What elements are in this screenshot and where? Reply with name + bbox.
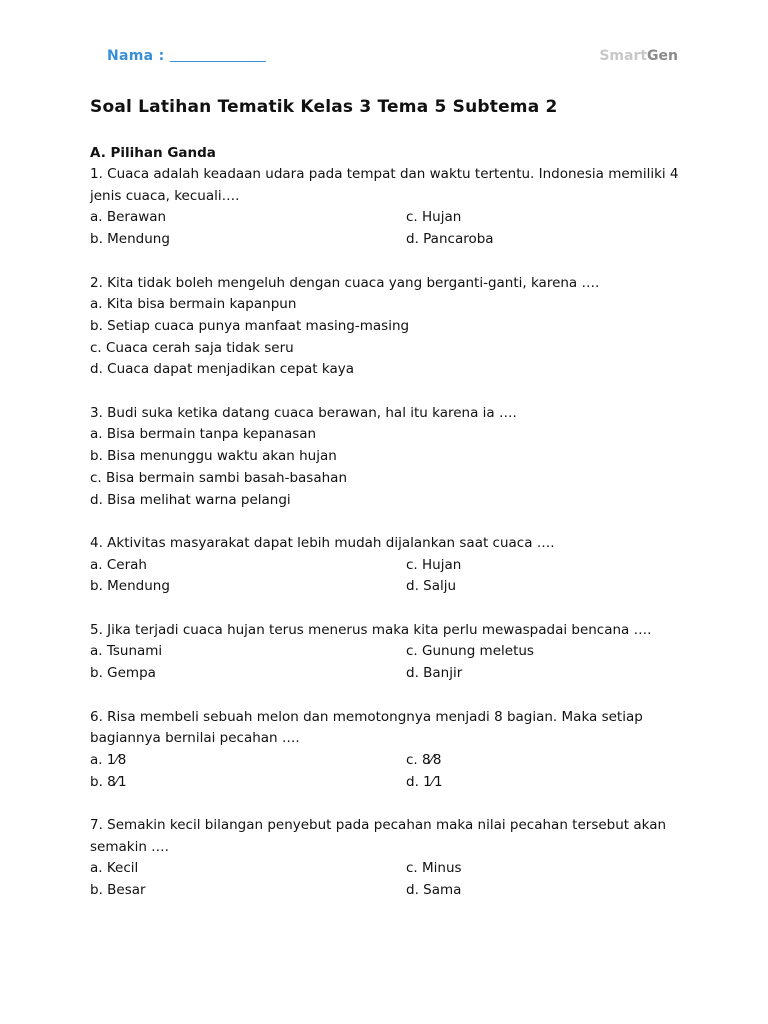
- option-d: d. Cuaca dapat menjadikan cepat kaya: [90, 361, 354, 378]
- worksheet-content: [90, 94, 690, 902]
- option-c: c. Bisa bermain sambi basah-basahan: [90, 469, 348, 486]
- question-text: 5. Jika terjadi cuaca hujan terus menerus maka kita perlu mewaspadai bencana ….: [90, 621, 652, 638]
- question-text: 4. Aktivitas masyarakat dapat lebih mudah dijalankan saat cuaca ….: [90, 534, 555, 551]
- question-text: 6. Risa membeli sebuah melon dan memotongnya menjadi 8 bagian. Maka setiap bagiannya bernilai pecahan ….: [90, 708, 643, 747]
- option-b: b. Gempa: [90, 665, 156, 682]
- option-a: a. Kita bisa bermain kapanpun: [90, 296, 297, 313]
- brand-smart-text: Smart: [599, 48, 648, 64]
- options-grid: [90, 858, 690, 901]
- option-c: c. Gunung meletus: [406, 643, 534, 660]
- option-b: b. Mendung: [90, 578, 170, 595]
- option-d: d. Sama: [406, 882, 462, 899]
- option-b: b. Mendung: [90, 231, 170, 248]
- question-1: [90, 164, 690, 251]
- option-d: d. Banjir: [406, 665, 463, 682]
- brand-logo: [599, 48, 678, 64]
- question-7: [90, 815, 690, 902]
- question-5: [90, 620, 690, 685]
- question-text: 1. Cuaca adalah keadaan udara pada tempat dan waktu tertentu. Indonesia memiliki 4 jenis cuaca, kecuali….: [90, 166, 679, 204]
- option-c: c. 8⁄8: [406, 751, 442, 768]
- option-a: a. Bisa bermain tanpa kepanasan: [90, 426, 317, 443]
- option-d: d. Pancaroba: [406, 231, 494, 248]
- option-a: a. Cerah: [90, 556, 147, 573]
- page-title: Soal Latihan Tematik Kelas 3 Tema 5 Subtema 2: [90, 97, 558, 117]
- option-c: c. Hujan: [406, 209, 462, 226]
- option-b: b. Setiap cuaca punya manfaat masing-masing: [90, 317, 410, 334]
- option-d: d. 1⁄1: [406, 773, 443, 790]
- options-grid: [90, 641, 690, 684]
- option-a: a. Berawan: [90, 209, 167, 226]
- name-field: [107, 48, 266, 64]
- options-grid: [90, 555, 690, 598]
- options-grid: [90, 207, 690, 250]
- question-text: 2. Kita tidak boleh mengeluh dengan cuaca yang berganti-ganti, karena ….: [90, 274, 600, 291]
- question-3: [90, 403, 690, 512]
- brand-gen-text: Gen: [647, 48, 678, 64]
- question-text: 7. Semakin kecil bilangan penyebut pada pecahan maka nilai pecahan tersebut akan semakin ….: [90, 817, 667, 855]
- option-d: d. Bisa melihat warna pelangi: [90, 491, 291, 508]
- option-c: c. Hujan: [406, 556, 462, 573]
- option-b: b. 8⁄1: [90, 773, 127, 790]
- option-a: a. Kecil: [90, 860, 139, 877]
- name-blank-line: [170, 49, 266, 62]
- option-b: b. Bisa menunggu waktu akan hujan: [90, 448, 337, 465]
- option-c: c. Minus: [406, 860, 462, 877]
- option-b: b. Besar: [90, 882, 146, 899]
- question-4: [90, 533, 690, 598]
- page-header: [107, 48, 678, 70]
- options-grid: [90, 750, 690, 793]
- option-a: a. Tsunami: [90, 643, 163, 660]
- option-c: c. Cuaca cerah saja tidak seru: [90, 339, 294, 356]
- question-6: [90, 707, 690, 794]
- option-a: a. 1⁄8: [90, 751, 127, 768]
- section-heading: A. Pilihan Ganda: [90, 145, 216, 161]
- question-text: 3. Budi suka ketika datang cuaca berawan, hal itu karena ia ….: [90, 404, 517, 421]
- option-d: d. Salju: [406, 578, 457, 595]
- question-2: [90, 273, 690, 382]
- name-label: Nama :: [107, 48, 165, 64]
